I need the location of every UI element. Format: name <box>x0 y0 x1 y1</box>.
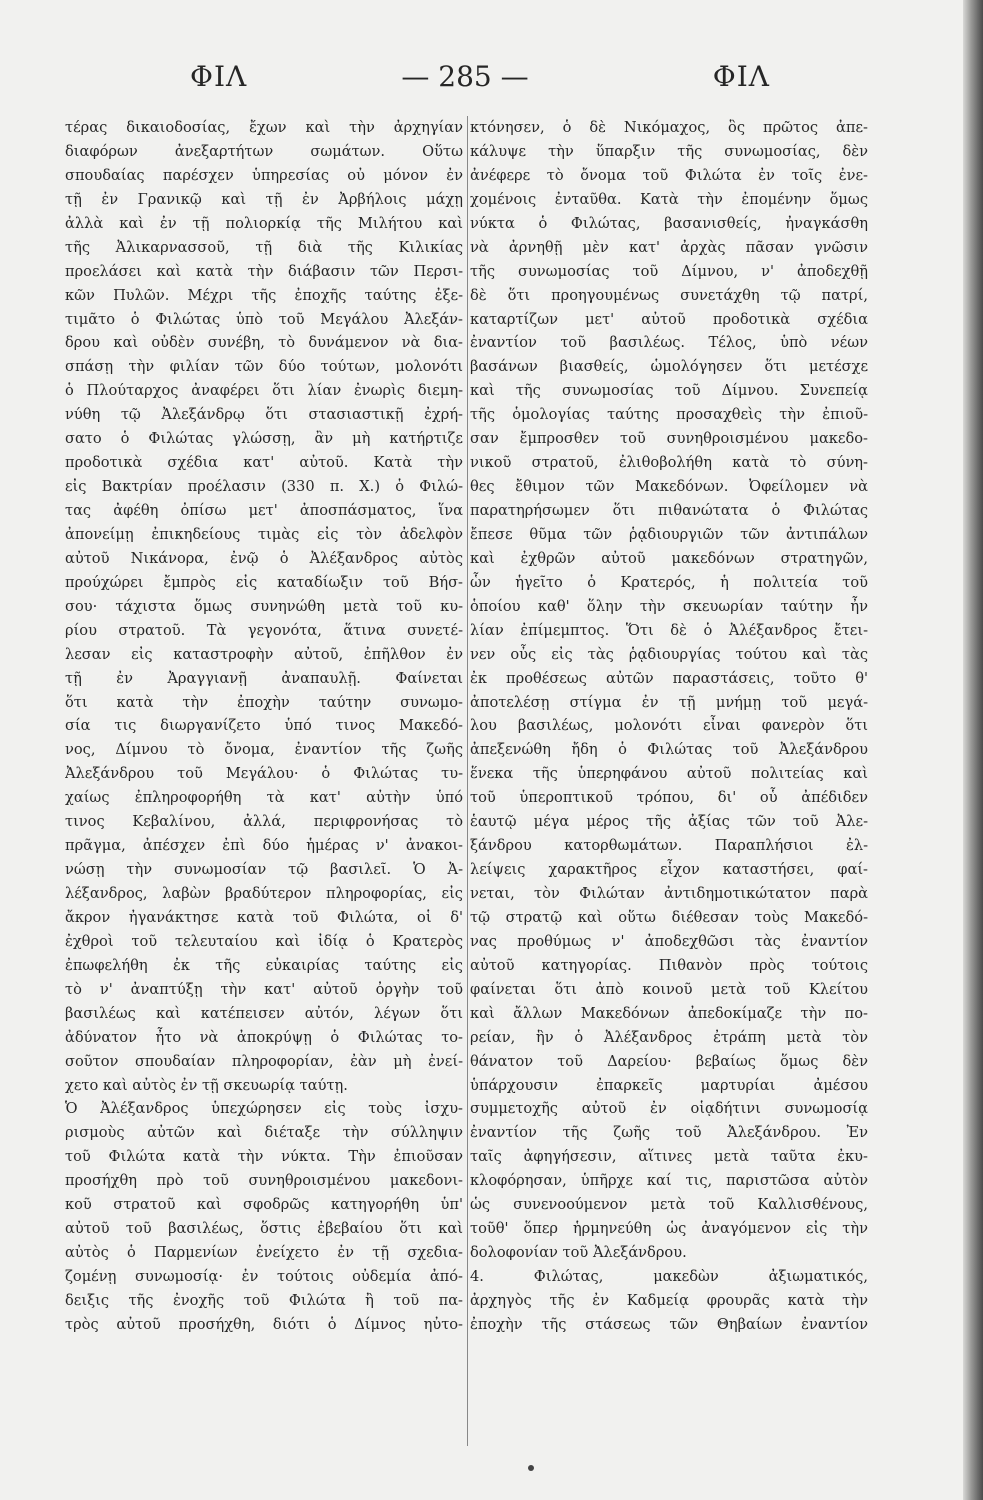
text-line: τῇ ἐν Ἀραγγιανῇ ἀναπαυλῇ. Φαίνεται <box>65 669 463 687</box>
text-line: τῷ στρατῷ καὶ οὕτω διέθεσαν τοὺς Μακεδό- <box>470 908 868 926</box>
text-line: ρείαν, ἣν ὁ Ἀλέξανδρος ἐτράπη μετὰ τὸν <box>470 1028 868 1046</box>
text-line: σία τις διωργανίζετο ὑπό τινος Μακεδό- <box>65 717 463 735</box>
text-line: αὐτοῦ Νικάνορα, ἐνῷ ὁ Ἀλέξανδρος αὐτὸς <box>65 549 463 567</box>
text-line: σαν ἔμπροσθεν τοῦ συνηθροισμένου μακεδο- <box>470 430 868 448</box>
text-line: αὐτοῦ κατηγορίας. Πιθανὸν πρὸς τούτοις <box>470 956 868 974</box>
text-line: αὐτοῦ τοῦ βασιλέως, ὅστις ἐβεβαίου ὅτι καὶ <box>65 1220 463 1238</box>
text-line: προύχώρει ἔμπρὸς εἰς καταδίωξιν τοῦ Βήσ- <box>65 573 463 591</box>
text-line: θες ἔθιμον τῶν Μακεδόνων. Ὀφείλομεν νὰ <box>470 478 868 496</box>
text-line: σου· τάχιστα ὅμως συνηνώθη μετὰ τοῦ κυ- <box>65 597 463 615</box>
text-line: νώσῃ τὴν συνωμοσίαν τῷ βασιλεῖ. Ὁ Ἀ- <box>65 861 463 879</box>
text-line: ὁ Πλούταρχος ἀναφέρει ὅτι λίαν ἐνωρὶς διεμη- <box>65 382 463 400</box>
text-line: κλοφόρησαν, ὑπῆρχε καί τις, παριστῶσα αὐτὸν <box>470 1172 868 1190</box>
text-line: ἑαυτῷ μέγα μέρος τῆς ἀξίας τῶν τοῦ Ἀλε- <box>470 813 868 831</box>
text-line: ἀποτελέσῃ στίγμα ἐν τῇ μνήμῃ τοῦ μεγά- <box>470 693 868 711</box>
text-line: πρᾶγμα, ἀπέσχεν ἐπὶ δύο ἡμέρας ν' ἀνακοι- <box>65 837 463 855</box>
running-head-right: ΦΙΛ <box>712 60 770 93</box>
text-line: χετο καὶ αὐτὸς ἐν τῇ σκευωρίᾳ ταύτῃ. <box>65 1076 348 1094</box>
text-line: ὧν ἡγεῖτο ὁ Κρατερός, ἡ πολιτεία τοῦ <box>470 573 868 591</box>
text-line: ὡς συνενοούμενον μετὰ τοῦ Καλλισθένους, <box>470 1196 868 1214</box>
text-line: τρὸς αὐτοῦ προσήχθη, διότι ὁ Δίμνος ηὐτο- <box>65 1315 463 1333</box>
binding-shadow <box>963 0 983 1500</box>
text-line: ρίου στρατοῦ. Τὰ γεγονότα, ἅτινα συνετέ- <box>65 621 463 639</box>
text-line: ρισμοὺς αὐτῶν καὶ διέταξε τὴν σύλληψιν <box>65 1124 463 1142</box>
text-line: ἐχθροὶ τοῦ τελευταίου καὶ ἰδίᾳ ὁ Κρατερὸς <box>65 932 463 950</box>
text-line: χαίως ἐπληροφορήθη τὰ κατ' αὐτὴν ὑπό <box>65 789 463 807</box>
text-line: λέξανδρος, λαβὼν βραδύτερον πληροφορίας, εἰς <box>65 885 463 902</box>
text-line: κάλυψε τὴν ὕπαρξιν τῆς συνωμοσίας, δὲν <box>470 142 868 160</box>
text-line: ὅτι κατὰ τὴν ἐποχὴν ταύτην συνωμο- <box>65 693 463 711</box>
text-line: λεσαν εἰς καταστροφὴν αὐτοῦ, ἐπῆλθον ἐν <box>65 645 463 663</box>
text-line: ἐκ προθέσεως αὐτῶν παραστάσεις, τοῦτο θ' <box>470 669 868 687</box>
text-line: φαίνεται ὅτι ἀπὸ κοινοῦ μετὰ τοῦ Κλείτου <box>470 980 868 998</box>
text-line: ξάνδρου κατορθωμάτων. Παραπλήσιοι ἐλ- <box>470 837 868 855</box>
text-line: σπάσῃ τὴν φιλίαν τῶν δύο τούτων, μολονότι <box>65 358 463 376</box>
text-line: σοῦτον σπουδαίαν πληροφορίαν, ἐὰν μὴ ἐνεί- <box>65 1052 463 1070</box>
text-line: κῶν Πυλῶν. Μέχρι τῆς ἐποχῆς ταύτης ἐξε- <box>65 286 463 304</box>
text-line: λείψεις χαρακτῆρος εἶχον καταστήσει, φαί- <box>470 861 868 879</box>
text-line: τοῦθ' ὅπερ ἡρμηνεύθη ὡς ἀναγόμενον εἰς τὴν <box>470 1220 868 1238</box>
text-line: Ἀλεξάνδρου τοῦ Μεγάλου· ὁ Φιλώτας τυ- <box>65 765 463 783</box>
text-line: τῆς συνωμοσίας τοῦ Δίμνου, ν' ἀποδεχθῇ <box>470 262 868 280</box>
running-head-left: ΦΙΛ <box>190 60 248 93</box>
text-line: ταῖς ἀφηγήσεσιν, αἵτινες μετὰ ταῦτα ἐκυ- <box>470 1148 868 1166</box>
text-line: νύθη τῷ Ἀλεξάνδρῳ ὅτι στασιαστικῇ ἐχρή- <box>65 406 463 424</box>
text-line: τας ἀφέθη ὀπίσω μετ' ἀποσπάσματος, ἵνα <box>65 502 463 519</box>
text-line: νεν οὖς εἰς τὰς ῥᾳδιουργίας τούτου καὶ τὰς <box>470 645 868 663</box>
text-line: δειξις τῆς ἐνοχῆς τοῦ Φιλώτα ἢ τοῦ πα- <box>65 1291 463 1309</box>
text-line: τῆς Ἀλικαρνασσοῦ, τῇ διὰ τῆς Κιλικίας <box>65 238 463 256</box>
text-line: βασάνων βιασθείς, ὡμολόγησεν ὅτι μετέσχε <box>470 358 868 376</box>
text-line: ἔπεσε θῦμα τῶν ῥᾳδιουργιῶν τῶν ἀντιπάλων <box>470 525 868 543</box>
text-line: 4. Φιλώτας, μακεδὼν ἀξιωματικός, <box>470 1268 868 1285</box>
text-line: ἐναντίον τῆς ζωῆς τοῦ Ἀλεξάνδρου. Ἐν <box>470 1124 868 1142</box>
text-line: νικοῦ στρατοῦ, ἐλιθοβολήθη κατὰ τὸ σύνη- <box>470 454 868 472</box>
text-line: καὶ ἄλλων Μακεδόνων ἀπεδοκίμαζε τὴν πο- <box>470 1004 868 1022</box>
text-line: τέρας δικαιοδοσίας, ἔχων καὶ τὴν ἀρχηγίαν <box>65 119 463 136</box>
text-line: συμμετοχῆς αὐτοῦ ἐν οἱᾳδήτινι συνωμοσίᾳ <box>470 1100 868 1118</box>
text-line: δρου καὶ οὐδὲν συνέβη, τὸ δυνάμενον νὰ δια- <box>65 334 463 352</box>
text-line: δολοφονίαν τοῦ Ἀλεξάνδρου. <box>470 1244 687 1262</box>
text-line: τοῦ ὑπεροπτικοῦ τρόπου, δι' οὗ ἀπέδιδεν <box>470 789 868 807</box>
text-line: τινος Κεβαλίνου, ἀλλά, περιφρονήσας τὸ <box>65 813 463 831</box>
page-number: — 285 — <box>401 60 529 93</box>
text-line: τιμᾶτο ὁ Φιλώτας ὑπὸ τοῦ Μεγάλου Ἀλεξάν- <box>65 310 463 328</box>
text-line: κοῦ στρατοῦ καὶ σφοδρῶς κατηγορήθη ὑπ' <box>65 1196 463 1214</box>
text-line: ἄκρον ἠγανάκτησε κατὰ τοῦ Φιλώτα, οἱ δ' <box>65 908 463 926</box>
text-line: ζομένῃ συνωμοσίᾳ· ἐν τούτοις οὐδεμία ἀπό- <box>65 1268 463 1285</box>
text-line: νὰ ἀρνηθῇ μὲν κατ' ἀρχὰς πᾶσαν γνῶσιν <box>470 238 868 256</box>
text-line: νύκτα ὁ Φιλώτας, βασανισθείς, ἠναγκάσθη <box>470 214 868 232</box>
right-text-column <box>470 116 868 1337</box>
footer-dot <box>528 1465 534 1471</box>
text-line: ἕνεκα τῆς ὑπερηφάνου αὐτοῦ πολιτείας καὶ <box>470 765 868 783</box>
text-line: προελάσει καὶ κατὰ τὴν διάβασιν τῶν Περσι- <box>65 262 463 280</box>
text-line: ἐποχὴν τῆς στάσεως τῶν Θηβαίων ἐναντίον <box>470 1315 868 1333</box>
text-line: καὶ ἐχθρῶν αὐτοῦ μακεδόνων στρατηγῶν, <box>470 549 868 567</box>
text-line: λίαν ἐπίμεμπτος. Ὅτι δὲ ὁ Ἀλέξανδρος ἔτει- <box>470 621 868 639</box>
text-line: ἀρχηγὸς τῆς ἐν Καδμείᾳ φρουρᾶς κατὰ τὴν <box>470 1291 868 1309</box>
text-line: παρατηρήσωμεν ὅτι πιθανώτατα ὁ Φιλώτας <box>470 502 868 519</box>
text-line: καταρτίζων μετ' αὐτοῦ προδοτικὰ σχέδια <box>470 310 868 328</box>
text-line: ἐπωφελήθη ἐκ τῆς εὐκαιρίας ταύτης εἰς <box>65 956 463 974</box>
text-line: τὸ ν' ἀναπτύξῃ τὴν κατ' αὐτοῦ ὀργὴν τοῦ <box>65 980 463 998</box>
text-line: νας προθύμως ν' ἀποδεχθῶσι τὰς ἐναντίον <box>470 932 868 950</box>
text-line: χομένοις ἐνταῦθα. Κατὰ τὴν ἐπομένην ὅμως <box>470 190 868 208</box>
text-line: ἀπονείμῃ ἐπικηδείους τιμὰς εἰς τὸν ἀδελφὸν <box>65 525 463 543</box>
left-text-column <box>65 116 463 1337</box>
text-line: ἀπεξενώθη ἤδη ὁ Φιλώτας τοῦ Ἀλεξάνδρου <box>470 741 868 759</box>
text-line: ὑπάρχουσιν ἐπαρκεῖς μαρτυρίαι ἀμέσου <box>470 1076 868 1094</box>
text-line: καὶ τῆς συνωμοσίας τοῦ Δίμνου. Συνεπείᾳ <box>470 382 868 400</box>
text-line: θάνατον τοῦ Δαρείου· βεβαίως ὅμως δὲν <box>470 1052 868 1070</box>
text-line: ἀλλὰ καὶ ἐν τῇ πολιορκίᾳ τῆς Μιλήτου καὶ <box>65 214 463 232</box>
text-line: τῇ ἐν Γρανικῷ καὶ τῇ ἐν Ἀρβήλοις μάχῃ <box>65 190 463 208</box>
text-line: ἀδύνατον ἦτο νὰ ἀποκρύψῃ ὁ Φιλώτας το- <box>65 1028 463 1046</box>
text-line: σατο ὁ Φιλώτας γλώσσῃ, ἂν μὴ κατήρτιζε <box>65 430 463 448</box>
text-line: ἀνέφερε τὸ ὄνομα τοῦ Φιλώτα ἐν τοῖς ἐνε- <box>470 166 868 184</box>
text-line: ἐναντίον τοῦ βασιλέως. Τέλος, ὑπὸ νέων <box>470 334 868 352</box>
text-line: αὐτὸς ὁ Παρμενίων ἐνείχετο ἐν τῇ σχεδια- <box>65 1244 463 1262</box>
text-line: νεται, τὸν Φιλώταν ἀντιδημοτικώτατον παρὰ <box>470 885 868 902</box>
text-line: διαφόρων ἀνεξαρτήτων σωμάτων. Οὕτω <box>65 142 463 160</box>
text-line: βασιλέως καὶ κατέπεισεν αὐτόν, λέγων ὅτι <box>65 1004 463 1022</box>
text-line: σπουδαίας παρέσχεν ὑπηρεσίας οὐ μόνον ἐν <box>65 166 463 184</box>
text-line: προσήχθη πρὸ τοῦ συνηθροισμένου μακεδονι- <box>65 1172 463 1190</box>
text-line: προδοτικὰ σχέδια κατ' αὐτοῦ. Κατὰ τὴν <box>65 454 463 472</box>
text-line: ὁποίου καθ' ὅλην τὴν σκευωρίαν ταύτην ἦν <box>470 597 868 615</box>
text-line: τῆς ὁμολογίας ταύτης προσαχθεὶς τὴν ἐπιοῦ- <box>470 406 868 424</box>
page-header <box>190 60 770 100</box>
text-line: δὲ ὅτι προηγουμένως συνετάχθη τῷ πατρί, <box>470 286 868 304</box>
text-line: εἰς Βακτρίαν προέλασιν (330 π. Χ.) ὁ Φιλώ- <box>65 478 463 496</box>
text-line: λου βασιλέως, μολονότι εἶναι φανερὸν ὅτι <box>470 717 868 735</box>
column-divider <box>467 116 468 1446</box>
text-line: νος, Δίμνου τὸ ὄνομα, ἐναντίον τῆς ζωῆς <box>65 741 463 759</box>
text-line: κτόνησεν, ὁ δὲ Νικόμαχος, ὃς πρῶτος ἀπε- <box>470 119 868 136</box>
text-line: τοῦ Φιλώτα κατὰ τὴν νύκτα. Τὴν ἐπιοῦσαν <box>65 1148 463 1166</box>
text-line: Ὁ Ἀλέξανδρος ὑπεχώρησεν εἰς τοὺς ἰσχυ- <box>65 1100 463 1118</box>
